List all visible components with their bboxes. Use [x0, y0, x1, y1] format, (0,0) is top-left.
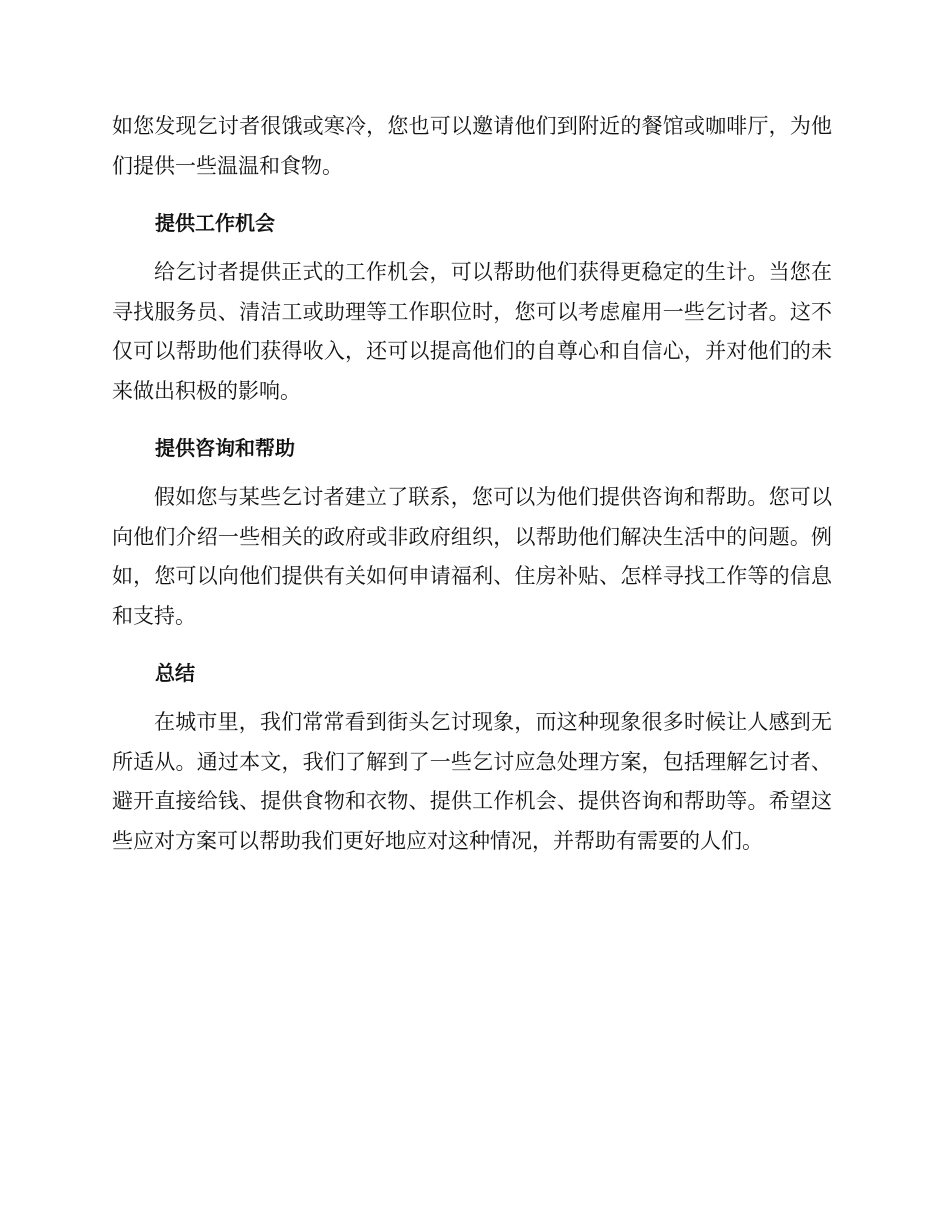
section-heading-work: 提供工作机会 — [155, 211, 275, 235]
consult-paragraph: 假如您与某些乞讨者建立了联系，您可以为他们提供咨询和帮助。您可以向他们介绍一些相关的政府或非政府组织，以帮助他们解决生活中的问题。例如，您可以向他们提供有关如何申请福利、住房补贴、怎样寻找工作等的信息和支持。 — [112, 485, 832, 628]
intro-continuation-paragraph: 如您发现乞讨者很饿或寒冷，您也可以邀请他们到附近的餐馆或咖啡厅，为他们提供一些温温和食物。 — [112, 114, 832, 178]
section-heading-consult: 提供咨询和帮助 — [155, 436, 295, 460]
work-paragraph: 给乞讨者提供正式的工作机会，可以帮助他们获得更稳定的生计。当您在寻找服务员、清洁工或助理等工作职位时，您可以考虑雇用一些乞讨者。这不仅可以帮助他们获得收入，还可以提高他们的自尊心和自信心，并对他们的未来做出积极的影响。 — [112, 260, 832, 403]
summary-paragraph: 在城市里，我们常常看到街头乞讨现象，而这种现象很多时候让人感到无所适从。通过本文，我们了解到了一些乞讨应急处理方案，包括理解乞讨者、避开直接给钱、提供食物和衣物、提供工作机会、提供咨询和帮助等。希望这些应对方案可以帮助我们更好地应对这种情况，并帮助有需要的人们。 — [112, 710, 832, 853]
section-heading-summary: 总结 — [155, 661, 195, 685]
document-page — [112, 107, 832, 861]
